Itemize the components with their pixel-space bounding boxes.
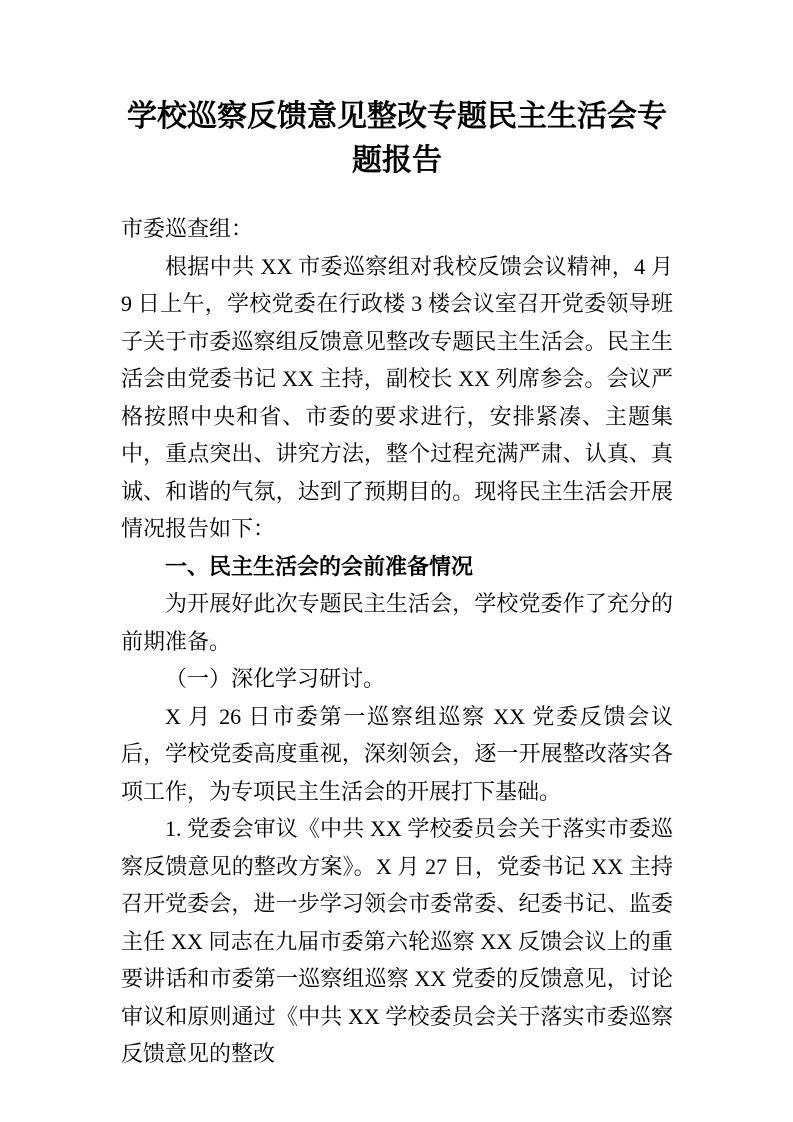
paragraph: （一）深化学习研讨。 xyxy=(165,666,386,691)
paragraph: 为开展好此次专题民主生活会，学校党委作了充分的前期准备。 xyxy=(121,591,673,654)
paragraph: 1. 党委会审议《中共 XX 学校委员会关于落实市委巡察反馈意见的整改方案》。X 月 27 日，党委书记 XX 主持召开党委会，进一步学习领会市委常委、纪委书记、监委主任 XX 同志在九届市委第六轮巡察 XX 反馈会议上的重要讲话和市委第一巡察组巡察 XX 党委的反馈意见，讨论审议和原则通过《中共 XX 学校委员会关于落实市委巡察反馈意见的整改 xyxy=(121,816,673,1066)
section-heading: 一、民主生活会的会前准备情况 xyxy=(165,553,474,579)
document-title: 学校巡察反馈意见整改专题民主生活会专题报告 xyxy=(127,100,667,177)
document-paragraphs xyxy=(121,210,673,1073)
paragraph: X 月 26 日市委第一巡察组巡察 XX 党委反馈会议后，学校党委高度重视，深刻领会，逐一开展整改落实各项工作，为专项民主生活会的开展打下基础。 xyxy=(121,703,673,804)
paragraph: 市委巡查组： xyxy=(121,216,254,241)
paragraph: 根据中共 XX 市委巡察组对我校反馈会议精神，4 月 9 日上午，学校党委在行政楼 3 楼会议室召开党委领导班子关于市委巡察组反馈意见整改专题民主生活会。民主生活会由党委书记 XX 主持，副校长 XX 列席参会。会议严格按照中央和省、市委的要求进行，安排紧凑、主题集中，重点突出、讲究方法，整个过程充满严肃、认真、真诚、和谐的气氛，达到了预期目的。现将民主生活会开展情况报告如下： xyxy=(121,253,673,541)
